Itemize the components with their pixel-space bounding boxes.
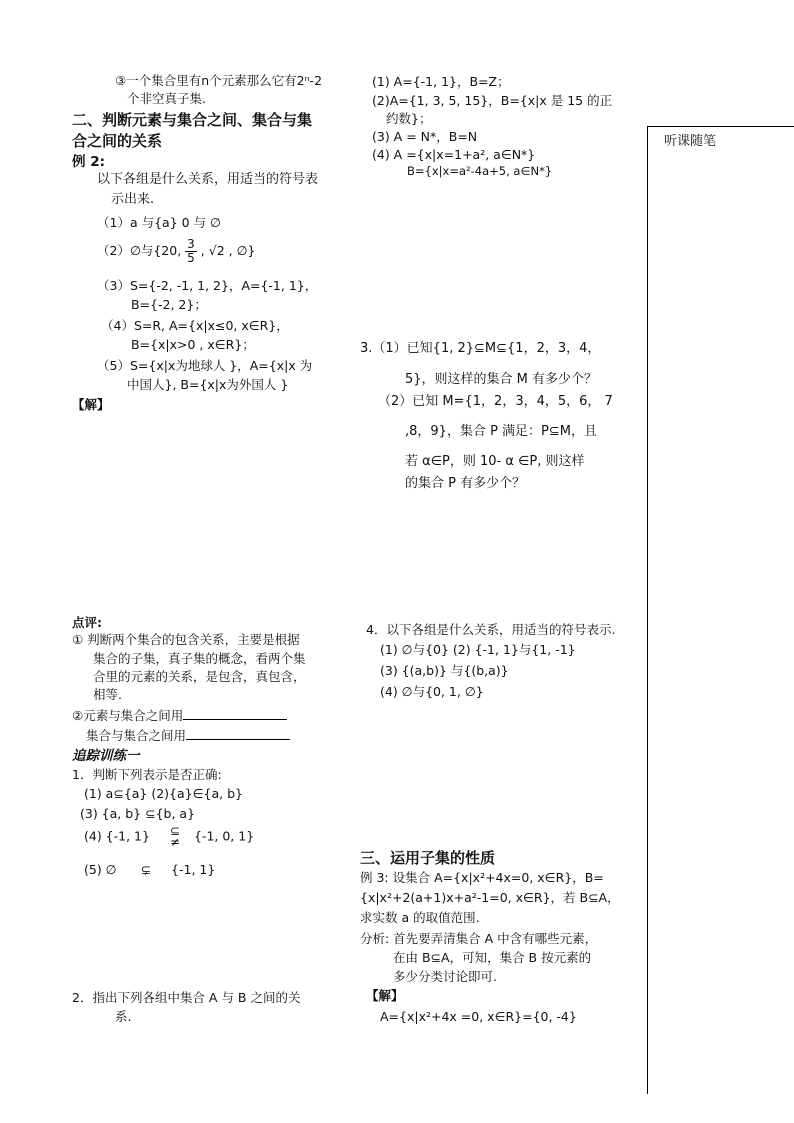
ex2-part2: [97, 238, 255, 265]
q3-line3: （2）已知 M={1，2，3，4，5，6， 7: [378, 394, 613, 409]
item3-line2: 个非空真子集.: [127, 91, 206, 106]
ex2-part5-line2: 中国人}, B={x|x为外国人 }: [127, 377, 289, 392]
section2-heading-2: 合之间的关系: [72, 132, 163, 150]
fraction-three-fifths: [185, 238, 197, 265]
ex2-part1: （1）a 与{a} 0 与 ∅: [97, 215, 221, 230]
subset-not-equal-symbol: [170, 826, 180, 848]
q3-line1: 3.（1）已知{1, 2}⊆M⊆{1，2，3，4，: [360, 341, 601, 356]
q4-item-3: (3) {(a,b)} 与{(b,a)}: [380, 663, 509, 678]
trace-q1-item-5-right: {-1, 1}: [171, 862, 216, 877]
margin-rule-top: [647, 126, 794, 127]
trace-q1-item-4: [84, 826, 254, 848]
q2-item-1: (1) A={-1, 1}，B=Z；: [372, 74, 510, 89]
ex2-part4-line2: B={x|x>0 , x∈R}；: [131, 337, 255, 352]
fraction-numerator: 3: [187, 237, 195, 251]
q3-line6: 的集合 P 有多少个？: [405, 476, 526, 491]
q4-item-4: (4) ∅与{0, 1, ∅}: [380, 684, 484, 699]
trace-q1-item-4-left: (4) {-1, 1}: [84, 828, 150, 844]
analysis-line2: 在由 B⊆A，可知，集合 B 按元素的: [393, 950, 592, 965]
comment-3: [86, 727, 290, 745]
solution-label-left: 【解】: [72, 397, 110, 412]
trace-q1-item-5: [84, 862, 215, 879]
example2-label: 例 2:: [72, 154, 105, 170]
comment-label: 点评:: [72, 615, 102, 630]
q2-item-2-line1: (2)A={1, 3, 5, 15}，B={x|x 是 15 的正: [372, 93, 613, 108]
section3-heading: 三、运用子集的性质: [360, 849, 496, 867]
example3-line1: [360, 870, 604, 887]
q4-items-1-2: (1) ∅与{0} (2) {-1, 1}与{1, -1}: [380, 642, 576, 657]
q2-item-3: (3) A = N*，B=N: [372, 129, 478, 144]
ex2-part4-line1: （4）S=R, A={x|x≤0, x∈R}，: [101, 318, 289, 333]
item3-line1: ③一个集合里有n个元素那么它有2ⁿ-2: [115, 73, 323, 88]
q2-item-2-line2: 约数}；: [386, 111, 432, 126]
trace-q2-line1: 2．指出下列各组中集合 A 与 B 之间的关: [72, 990, 301, 1005]
trace-q2-line2: 系.: [115, 1009, 132, 1024]
ex2-part3-line2: B={-2, 2}；: [131, 297, 207, 312]
ex2-part2-tail: , √2 , ∅}: [200, 243, 256, 259]
trace-q1: 1．判断下列表示是否正确:: [72, 767, 222, 782]
comment-1-line4: 相等.: [93, 687, 122, 702]
margin-rule: [647, 126, 648, 1094]
trace-q1-item-3: (3) {a, b} ⊆{b, a}: [80, 806, 196, 821]
example2-question-2: 示出来.: [111, 192, 155, 207]
solution-label-right: 【解】: [366, 988, 404, 1003]
trace-q1-item-5-left: (5) ∅: [84, 862, 117, 877]
example3-line2: {x|x²+2(a+1)x+a²-1=0, x∈R}，若 B⊆A，: [360, 890, 620, 905]
q2-item-4-line1: (4) A ={x|x=1+a², a∈N*}: [372, 147, 536, 162]
answer-blank[interactable]: [183, 707, 287, 720]
answer-blank[interactable]: [186, 727, 290, 740]
q3-line4: ,8，9}，集合 P 满足：P⊆M，且: [405, 424, 597, 439]
comment-1-line1: ① 判断两个集合的包含关系，主要是根据: [72, 632, 300, 647]
q3-line5: 若 α∈P，则 10- α ∈P, 则这样: [405, 454, 585, 469]
comment-1-line2: 集合的子集，真子集的概念，看两个集: [93, 651, 306, 666]
q4-question: 4．以下各组是什么关系，用适当的符号表示.: [366, 622, 616, 637]
section2-heading-1: 二、判断元素与集合之间、集合与集: [72, 111, 313, 129]
comment-2: [72, 707, 287, 725]
analysis-line3: 多少分类讨论即可.: [393, 969, 497, 984]
analysis-line1: 分析: 首先要弄清集合 A 中含有哪些元素，: [360, 931, 598, 946]
comment-1-line3: 合里的元素的关系，是包含，真包含，: [93, 669, 306, 684]
fraction-denominator: 5: [187, 251, 195, 266]
proper-subset-symbol: ⊊: [140, 862, 152, 877]
q2-item-4-line2: B={x|x=a²-4a+5, a∈N*}: [407, 164, 553, 178]
ex2-part5-line1: （5）S={x|x为地球人 }，A={x|x 为: [97, 358, 313, 373]
comment-2-text: ②元素与集合之间用: [72, 708, 184, 723]
q3-line2: 5}，则这样的集合 M 有多少个？: [405, 372, 598, 387]
trace-q1-item-4-right: {-1, 0, 1}: [193, 828, 255, 844]
example2-question-1: 以下各组是什么关系，用适当的符号表: [97, 172, 319, 187]
not-equal-symbol: ≠: [169, 834, 180, 849]
example3-line3: 求实数 a 的取值范围.: [360, 910, 480, 925]
margin-label: 听课随笔: [664, 134, 717, 149]
solution-line1: A={x|x²+4x =0, x∈R}={0, -4}: [380, 1009, 577, 1024]
example3-text: 例 3: 设集合 A={x|x²+4x=0, x∈R}，B=: [360, 870, 604, 885]
ex2-part3-line1: （3）S={-2, -1, 1, 2}，A={-1, 1}，: [97, 278, 318, 293]
comment-3-text: 集合与集合之间用: [86, 728, 187, 743]
ex2-part2-lead: （2）∅与{20,: [97, 243, 182, 259]
trace-q1-items-1-2: (1) a⊆{a} (2){a}∈{a, b}: [84, 786, 243, 801]
subset-symbol: ⊆: [169, 824, 180, 838]
trace-training-heading: 追踪训练一: [72, 748, 140, 764]
